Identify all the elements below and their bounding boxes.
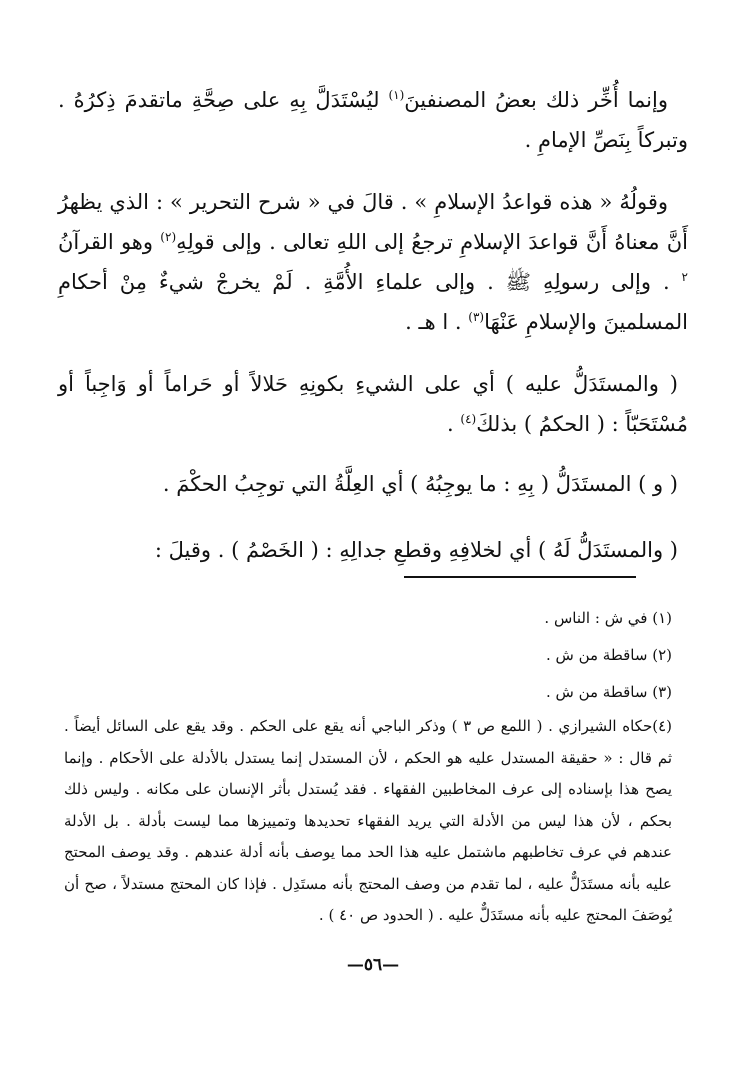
- paragraph-1-text: وإنما أُخِّر ذلك بعضُ المصنفينَ: [404, 88, 668, 112]
- paragraph-2-rest: . وإلى رسولِهِ ﷺ . وإلى علماءِ الأُمَّةِ . لَمْ يخرجْ شيءٌ مِنْ أحكامِ المسلمينَ والإسلامِ عَنْهَا: [58, 270, 688, 334]
- main-text: [58, 80, 688, 570]
- footnote-ref-2b: ٢: [681, 270, 688, 284]
- paragraph-3: [58, 364, 688, 444]
- footnotes: [64, 600, 672, 932]
- paragraph-2-mid: وهو القرآنُ: [58, 230, 161, 254]
- footnote-separator: [404, 576, 636, 578]
- footnote-ref-2: (٢): [160, 230, 177, 244]
- footnote-ref-3: (٣): [468, 310, 485, 324]
- footnote-1: (١) في ش : الناس .: [544, 609, 672, 627]
- paragraph-4: ( و ) المستَدَلُّ ( بِهِ : ما يوجِبُهُ ) أي العِلَّةُ التي توجِبُ الحكْمَ .: [162, 472, 678, 496]
- paragraph-3-text: ( والمستَدَلُّ عليه ) أي على الشيءِ بكونِهِ حَلالاً أو حَراماً أو وَاجِباً أو مُسْتَحَبّاً : ( الحكمُ ) بذلكَ: [58, 372, 688, 436]
- paragraph-1: [58, 80, 688, 160]
- footnote-3: (٣) ساقطة من ش .: [545, 683, 672, 701]
- footnote-2: (٢) ساقطة من ش .: [545, 646, 672, 664]
- paragraph-2-end: . ا هـ .: [405, 310, 469, 334]
- page-number: —٥٦—: [346, 955, 400, 975]
- paragraph-2: [58, 182, 688, 342]
- footnote-ref-4: (٤): [460, 412, 477, 426]
- footnote-4: (٤)حكاه الشيرازي . ( اللمع ص ٣ ) وذكر الباجي أنه يقع على الحكم . وقد يقع على السائل أيضاً . ثم قال : « حقيقة المستدل عليه هو الحكم ، لأن المستدل إنما يستدل بالأدلة على الأحكام . وإنما يصح هذا بإسناده إلى عرف المخاطبين الفقهاء . فقد يُستدل بأثر الإنسان على مكانه . وليس ذلك بحكم ، لأن هذا ليس من الأدلة التي يريد الفقهاء تحديدها وتمييزها مما ليست بأدلة . بل الأدلة عندهم في عرف تخاطبهم ماشتمل عليه هذا الحد مما يوصف بأنه أدلة عندهم . وقد يوصف المحتج عليه بأنه مستَدَلٌّ عليه ، لما تقدم من وصف المحتج بأنه مستَدِل . فإذا كان المحتج مستدلاً ، صح أن يُوصَفَ المحتج عليه بأنه مستَدَلٌّ عليه . ( الحدود ص ٤٠ ) .: [64, 717, 672, 924]
- paragraph-3-end: .: [447, 412, 461, 436]
- paragraph-5: ( والمستَدَلُّ لَهُ ) أي لخلافِهِ وقطعِ جدالِهِ : ( الخَصْمُ ) . وقيلَ :: [154, 538, 678, 562]
- paragraph-2-text: وقولُهُ « هذه قواعدُ الإسلامِ » . قالَ في « شرح التحرير » : الذي يظهرُ أَنَّ معناهُ أَنَّ قواعدَ الإسلامِ ترجعُ إلى اللهِ تعالى . وإلى قولِهِ: [58, 190, 688, 254]
- footnote-ref-1: (١): [388, 88, 405, 102]
- paragraph-1-rest: ليُسْتَدَلَّ بِهِ على صِحَّةِ ماتقدمَ ذِكرُهُ . وتبركاً بِنَصِّ الإمامِ .: [58, 88, 688, 152]
